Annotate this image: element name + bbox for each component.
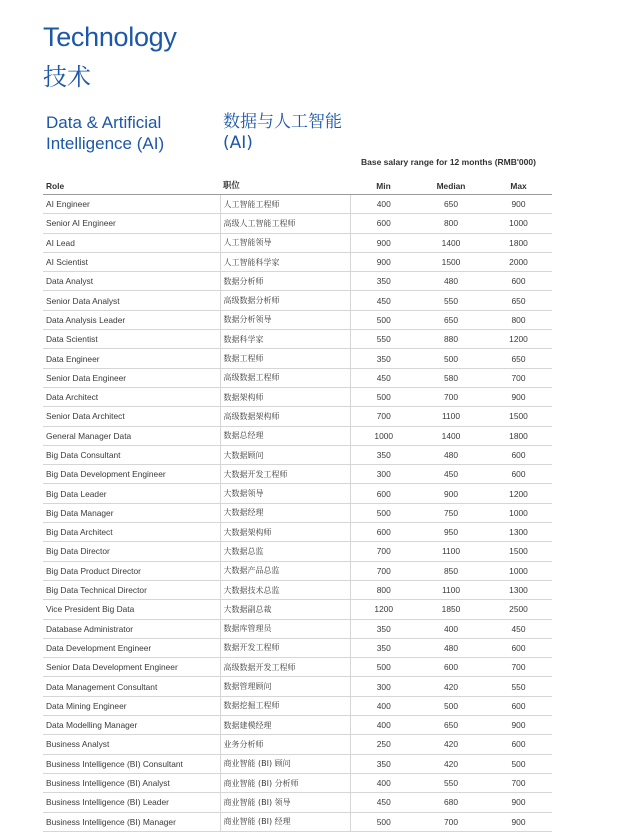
table-row bbox=[43, 465, 552, 484]
table-row bbox=[43, 523, 552, 542]
table-row bbox=[43, 619, 552, 638]
median-cell: 420 bbox=[417, 754, 485, 773]
page-title-zh: 技术 bbox=[43, 63, 91, 91]
median-cell: 500 bbox=[417, 349, 485, 368]
role-cell: Big Data Product Director bbox=[43, 561, 220, 580]
role-cell: Business Intelligence (BI) Manager bbox=[43, 812, 220, 831]
section-heading-en-line2: Intelligence (AI) bbox=[46, 134, 165, 153]
role-cell: Big Data Director bbox=[43, 542, 220, 561]
role-zh-cell: 人工智能工程师 bbox=[220, 195, 350, 214]
table-row bbox=[43, 349, 552, 368]
table-row bbox=[43, 214, 552, 233]
table-row bbox=[43, 445, 552, 464]
max-cell: 600 bbox=[485, 696, 552, 715]
role-cell: Data Modelling Manager bbox=[43, 716, 220, 735]
max-cell: 1800 bbox=[485, 233, 552, 252]
table-row bbox=[43, 580, 552, 599]
max-cell: 600 bbox=[485, 445, 552, 464]
min-cell: 1200 bbox=[350, 600, 417, 619]
role-cell: Database Administrator bbox=[43, 619, 220, 638]
median-cell: 420 bbox=[417, 677, 485, 696]
role-cell: Big Data Technical Director bbox=[43, 580, 220, 599]
max-cell: 550 bbox=[485, 677, 552, 696]
column-header-max: Max bbox=[485, 170, 552, 195]
min-cell: 700 bbox=[350, 542, 417, 561]
min-cell: 350 bbox=[350, 445, 417, 464]
max-cell: 1500 bbox=[485, 542, 552, 561]
table-row bbox=[43, 638, 552, 657]
min-cell: 400 bbox=[350, 716, 417, 735]
min-cell: 500 bbox=[350, 310, 417, 329]
min-cell: 600 bbox=[350, 484, 417, 503]
max-cell: 600 bbox=[485, 638, 552, 657]
min-cell: 250 bbox=[350, 735, 417, 754]
column-header-min: Min bbox=[350, 170, 417, 195]
table-body bbox=[43, 195, 552, 832]
role-zh-cell: 人工智能领导 bbox=[220, 233, 350, 252]
role-cell: Data Analyst bbox=[43, 272, 220, 291]
table-row bbox=[43, 561, 552, 580]
median-cell: 1100 bbox=[417, 542, 485, 561]
max-cell: 1000 bbox=[485, 561, 552, 580]
table-row bbox=[43, 716, 552, 735]
table-row bbox=[43, 773, 552, 792]
role-zh-cell: 大数据技术总监 bbox=[220, 580, 350, 599]
role-zh-cell: 业务分析师 bbox=[220, 735, 350, 754]
min-cell: 800 bbox=[350, 580, 417, 599]
role-cell: Data Development Engineer bbox=[43, 638, 220, 657]
table-header-row bbox=[43, 170, 552, 195]
min-cell: 350 bbox=[350, 619, 417, 638]
role-cell: Big Data Consultant bbox=[43, 445, 220, 464]
median-cell: 550 bbox=[417, 773, 485, 792]
median-cell: 1400 bbox=[417, 233, 485, 252]
min-cell: 350 bbox=[350, 754, 417, 773]
min-cell: 350 bbox=[350, 638, 417, 657]
page-title-en: Technology bbox=[43, 22, 177, 52]
min-cell: 500 bbox=[350, 812, 417, 831]
max-cell: 900 bbox=[485, 812, 552, 831]
role-zh-cell: 大数据总监 bbox=[220, 542, 350, 561]
role-zh-cell: 数据管理顾问 bbox=[220, 677, 350, 696]
table-row bbox=[43, 696, 552, 715]
role-cell: Data Mining Engineer bbox=[43, 696, 220, 715]
median-cell: 650 bbox=[417, 716, 485, 735]
role-cell: Business Intelligence (BI) Consultant bbox=[43, 754, 220, 773]
median-cell: 420 bbox=[417, 735, 485, 754]
max-cell: 1800 bbox=[485, 426, 552, 445]
min-cell: 450 bbox=[350, 291, 417, 310]
max-cell: 650 bbox=[485, 349, 552, 368]
max-cell: 1500 bbox=[485, 407, 552, 426]
max-cell: 1200 bbox=[485, 330, 552, 349]
median-cell: 1850 bbox=[417, 600, 485, 619]
role-cell: Vice President Big Data bbox=[43, 600, 220, 619]
section-heading-en-line1: Data & Artificial bbox=[46, 113, 162, 132]
role-zh-cell: 商业智能 (BI) 领导 bbox=[220, 793, 350, 812]
column-header-role: Role bbox=[43, 170, 220, 195]
role-cell: Senior Data Architect bbox=[43, 407, 220, 426]
role-cell: General Manager Data bbox=[43, 426, 220, 445]
role-zh-cell: 高级数据开发工程师 bbox=[220, 658, 350, 677]
role-cell: Data Analysis Leader bbox=[43, 310, 220, 329]
median-cell: 500 bbox=[417, 696, 485, 715]
median-cell: 1400 bbox=[417, 426, 485, 445]
role-cell: Big Data Manager bbox=[43, 503, 220, 522]
table-row bbox=[43, 272, 552, 291]
min-cell: 350 bbox=[350, 349, 417, 368]
table-row bbox=[43, 735, 552, 754]
table-row bbox=[43, 542, 552, 561]
section-heading-zh-line1: 数据与人工智能 bbox=[223, 112, 342, 132]
role-cell: Data Architect bbox=[43, 387, 220, 406]
role-zh-cell: 数据架构师 bbox=[220, 387, 350, 406]
min-cell: 1000 bbox=[350, 426, 417, 445]
max-cell: 800 bbox=[485, 310, 552, 329]
median-cell: 1100 bbox=[417, 580, 485, 599]
min-cell: 500 bbox=[350, 387, 417, 406]
median-cell: 880 bbox=[417, 330, 485, 349]
table-row bbox=[43, 291, 552, 310]
min-cell: 450 bbox=[350, 368, 417, 387]
min-cell: 300 bbox=[350, 677, 417, 696]
max-cell: 1300 bbox=[485, 580, 552, 599]
median-cell: 600 bbox=[417, 658, 485, 677]
min-cell: 450 bbox=[350, 793, 417, 812]
max-cell: 600 bbox=[485, 465, 552, 484]
role-cell: Business Intelligence (BI) Leader bbox=[43, 793, 220, 812]
role-cell: Data Engineer bbox=[43, 349, 220, 368]
role-zh-cell: 数据库管理员 bbox=[220, 619, 350, 638]
role-cell: Big Data Leader bbox=[43, 484, 220, 503]
max-cell: 700 bbox=[485, 773, 552, 792]
role-zh-cell: 数据总经理 bbox=[220, 426, 350, 445]
min-cell: 500 bbox=[350, 503, 417, 522]
max-cell: 2500 bbox=[485, 600, 552, 619]
min-cell: 400 bbox=[350, 773, 417, 792]
role-zh-cell: 数据分析师 bbox=[220, 272, 350, 291]
table-row bbox=[43, 793, 552, 812]
table-row bbox=[43, 658, 552, 677]
min-cell: 300 bbox=[350, 465, 417, 484]
column-header-role-zh: 职位 bbox=[220, 170, 350, 195]
role-zh-cell: 大数据领导 bbox=[220, 484, 350, 503]
role-zh-cell: 数据开发工程师 bbox=[220, 638, 350, 657]
role-zh-cell: 商业智能 (BI) 经理 bbox=[220, 812, 350, 831]
table-row bbox=[43, 600, 552, 619]
median-cell: 950 bbox=[417, 523, 485, 542]
role-zh-cell: 高级数据分析师 bbox=[220, 291, 350, 310]
role-zh-cell: 数据建模经理 bbox=[220, 716, 350, 735]
max-cell: 700 bbox=[485, 658, 552, 677]
max-cell: 650 bbox=[485, 291, 552, 310]
role-zh-cell: 大数据架构师 bbox=[220, 523, 350, 542]
role-zh-cell: 大数据产品总监 bbox=[220, 561, 350, 580]
role-cell: Big Data Architect bbox=[43, 523, 220, 542]
median-cell: 480 bbox=[417, 638, 485, 657]
median-cell: 550 bbox=[417, 291, 485, 310]
max-cell: 700 bbox=[485, 368, 552, 387]
max-cell: 900 bbox=[485, 387, 552, 406]
table-row bbox=[43, 387, 552, 406]
role-zh-cell: 商业智能 (BI) 分析师 bbox=[220, 773, 350, 792]
median-cell: 480 bbox=[417, 445, 485, 464]
min-cell: 400 bbox=[350, 195, 417, 214]
median-cell: 650 bbox=[417, 310, 485, 329]
table-row bbox=[43, 310, 552, 329]
role-zh-cell: 大数据开发工程师 bbox=[220, 465, 350, 484]
role-cell: Senior Data Engineer bbox=[43, 368, 220, 387]
role-cell: Business Intelligence (BI) Analyst bbox=[43, 773, 220, 792]
salary-table bbox=[43, 170, 552, 832]
table-row bbox=[43, 812, 552, 831]
role-cell: AI Lead bbox=[43, 233, 220, 252]
max-cell: 600 bbox=[485, 735, 552, 754]
role-zh-cell: 数据科学家 bbox=[220, 330, 350, 349]
median-cell: 400 bbox=[417, 619, 485, 638]
min-cell: 600 bbox=[350, 214, 417, 233]
min-cell: 350 bbox=[350, 272, 417, 291]
role-cell: Data Management Consultant bbox=[43, 677, 220, 696]
table-row bbox=[43, 407, 552, 426]
min-cell: 700 bbox=[350, 561, 417, 580]
table-row bbox=[43, 754, 552, 773]
median-cell: 700 bbox=[417, 812, 485, 831]
median-cell: 650 bbox=[417, 195, 485, 214]
role-zh-cell: 数据分析领导 bbox=[220, 310, 350, 329]
role-zh-cell: 大数据副总裁 bbox=[220, 600, 350, 619]
role-cell: Senior Data Development Engineer bbox=[43, 658, 220, 677]
role-zh-cell: 数据挖掘工程师 bbox=[220, 696, 350, 715]
max-cell: 1000 bbox=[485, 214, 552, 233]
max-cell: 600 bbox=[485, 272, 552, 291]
median-cell: 800 bbox=[417, 214, 485, 233]
median-cell: 480 bbox=[417, 272, 485, 291]
section-heading-zh-line2: (AI) bbox=[223, 133, 253, 153]
max-cell: 900 bbox=[485, 716, 552, 735]
table-row bbox=[43, 330, 552, 349]
role-zh-cell: 大数据顾问 bbox=[220, 445, 350, 464]
table-row bbox=[43, 503, 552, 522]
table-row bbox=[43, 252, 552, 271]
role-cell: AI Engineer bbox=[43, 195, 220, 214]
role-zh-cell: 大数据经理 bbox=[220, 503, 350, 522]
role-cell: Data Scientist bbox=[43, 330, 220, 349]
min-cell: 600 bbox=[350, 523, 417, 542]
max-cell: 1300 bbox=[485, 523, 552, 542]
role-cell: AI Scientist bbox=[43, 252, 220, 271]
min-cell: 900 bbox=[350, 252, 417, 271]
table-row bbox=[43, 195, 552, 214]
table-row bbox=[43, 368, 552, 387]
min-cell: 400 bbox=[350, 696, 417, 715]
median-cell: 580 bbox=[417, 368, 485, 387]
role-cell: Business Analyst bbox=[43, 735, 220, 754]
min-cell: 700 bbox=[350, 407, 417, 426]
role-zh-cell: 数据工程师 bbox=[220, 349, 350, 368]
min-cell: 500 bbox=[350, 658, 417, 677]
role-zh-cell: 高级数据工程师 bbox=[220, 368, 350, 387]
median-cell: 1500 bbox=[417, 252, 485, 271]
median-cell: 750 bbox=[417, 503, 485, 522]
min-cell: 550 bbox=[350, 330, 417, 349]
role-zh-cell: 商业智能 (BI) 顾问 bbox=[220, 754, 350, 773]
role-cell: Big Data Development Engineer bbox=[43, 465, 220, 484]
role-cell: Senior AI Engineer bbox=[43, 214, 220, 233]
table-row bbox=[43, 484, 552, 503]
role-cell: Senior Data Analyst bbox=[43, 291, 220, 310]
role-zh-cell: 高级人工智能工程师 bbox=[220, 214, 350, 233]
role-zh-cell: 高级数据架构师 bbox=[220, 407, 350, 426]
max-cell: 500 bbox=[485, 754, 552, 773]
median-cell: 450 bbox=[417, 465, 485, 484]
column-header-median: Median bbox=[417, 170, 485, 195]
table-row bbox=[43, 233, 552, 252]
table-row bbox=[43, 426, 552, 445]
max-cell: 900 bbox=[485, 195, 552, 214]
median-cell: 700 bbox=[417, 387, 485, 406]
median-cell: 1100 bbox=[417, 407, 485, 426]
max-cell: 2000 bbox=[485, 252, 552, 271]
salary-range-note: Base salary range for 12 months (RMB'000) bbox=[361, 157, 536, 167]
section-heading-en bbox=[46, 112, 164, 154]
max-cell: 1000 bbox=[485, 503, 552, 522]
median-cell: 850 bbox=[417, 561, 485, 580]
table-row bbox=[43, 677, 552, 696]
median-cell: 900 bbox=[417, 484, 485, 503]
section-heading-zh bbox=[223, 112, 342, 154]
median-cell: 680 bbox=[417, 793, 485, 812]
max-cell: 900 bbox=[485, 793, 552, 812]
max-cell: 1200 bbox=[485, 484, 552, 503]
min-cell: 900 bbox=[350, 233, 417, 252]
role-zh-cell: 人工智能科学家 bbox=[220, 252, 350, 271]
max-cell: 450 bbox=[485, 619, 552, 638]
